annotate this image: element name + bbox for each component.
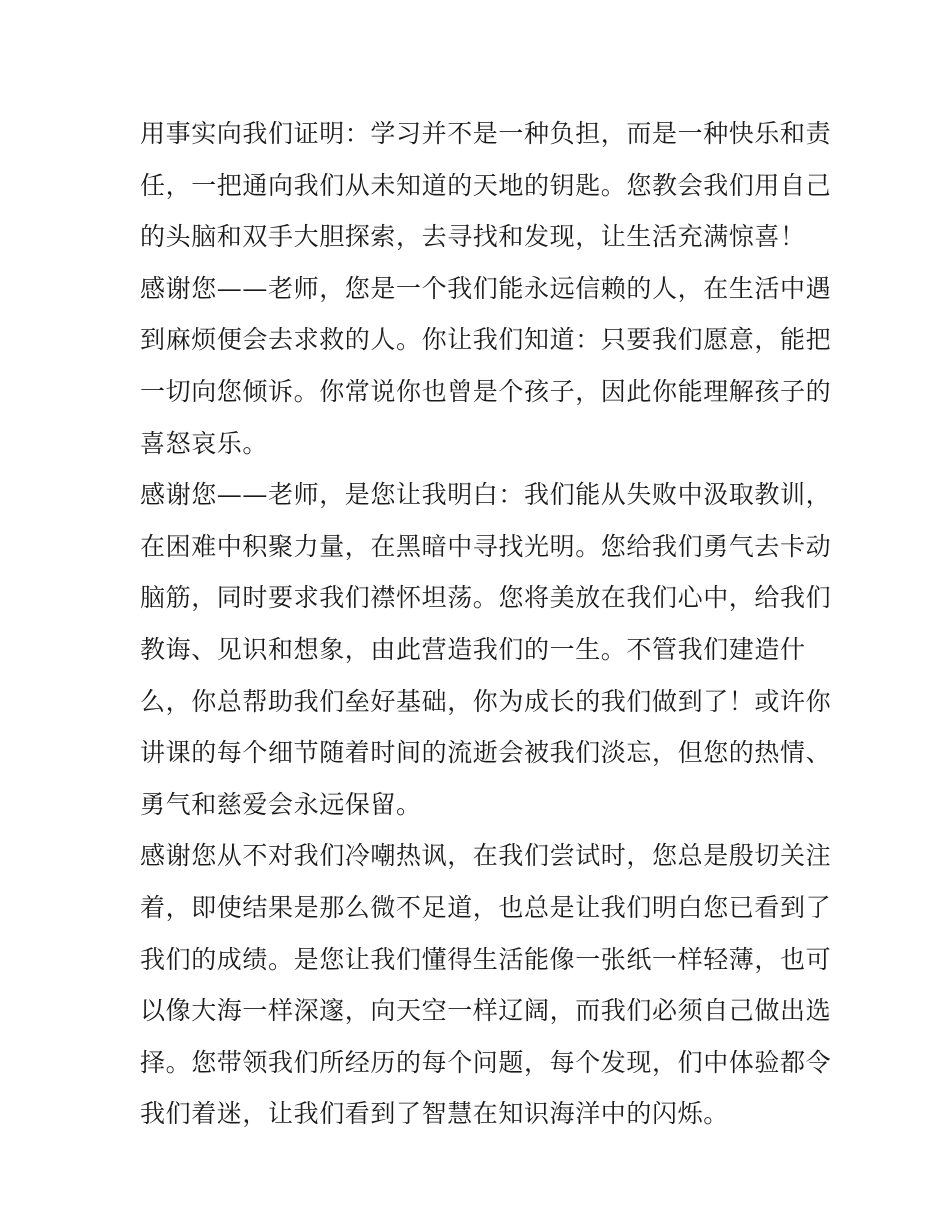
text-line: 择。您带领我们所经历的每个问题，每个发现，们中体验都令 xyxy=(140,1047,832,1077)
body-text xyxy=(140,108,832,1140)
text-line: 感谢您——老师，您是一个我们能永远信赖的人，在生活中遇 xyxy=(140,273,832,303)
text-line: 到麻烦便会去求救的人。你让我们知道：只要我们愿意，能把 xyxy=(140,325,832,355)
text-line: 用事实向我们证明：学习并不是一种负担，而是一种快乐和责 xyxy=(140,119,832,148)
text-line: 一切向您倾诉。你常说你也曾是个孩子，因此你能理解孩子的 xyxy=(140,376,832,406)
text-line: 教诲、见识和想象，由此营造我们的一生。不管我们建造什 xyxy=(140,634,806,664)
text-line: 脑筋，同时要求我们襟怀坦荡。您将美放在我们心中，给我们 xyxy=(140,583,832,613)
text-line: 我们的成绩。是您让我们懂得生活能像一张纸一样轻薄，也可 xyxy=(140,944,832,974)
text-line: 任，一把通向我们从未知道的天地的钥匙。您教会我们用自己 xyxy=(140,170,832,200)
text-line: 感谢您——老师，是您让我明白：我们能从失败中汲取教训， xyxy=(140,480,832,510)
text-line: 我们着迷，让我们看到了智慧在知识海洋中的闪烁。 xyxy=(140,1099,729,1129)
text-line: 以像大海一样深邃，向天空一样辽阔，而我们必须自己做出选 xyxy=(140,996,832,1026)
text-line: 的头脑和双手大胆探索，去寻找和发现，让生活充满惊喜！ xyxy=(140,222,806,252)
text-line: 在困难中积聚力量，在黑暗中寻找光明。您给我们勇气去卡动 xyxy=(140,531,832,561)
text-line: 么，你总帮助我们垒好基础，你为成长的我们做到了！或许你 xyxy=(140,686,832,716)
text-line: 勇气和慈爱会永远保留。 xyxy=(140,789,422,819)
text-line: 感谢您从不对我们冷嘲热讽，在我们尝试时，您总是殷切关注 xyxy=(140,841,832,871)
text-line: 讲课的每个细节随着时间的流逝会被我们淡忘，但您的热情、 xyxy=(140,738,832,768)
text-line: 着，即使结果是那么微不足道，也总是让我们明白您已看到了 xyxy=(140,892,832,922)
text-line: 喜怒哀乐。 xyxy=(140,428,269,458)
